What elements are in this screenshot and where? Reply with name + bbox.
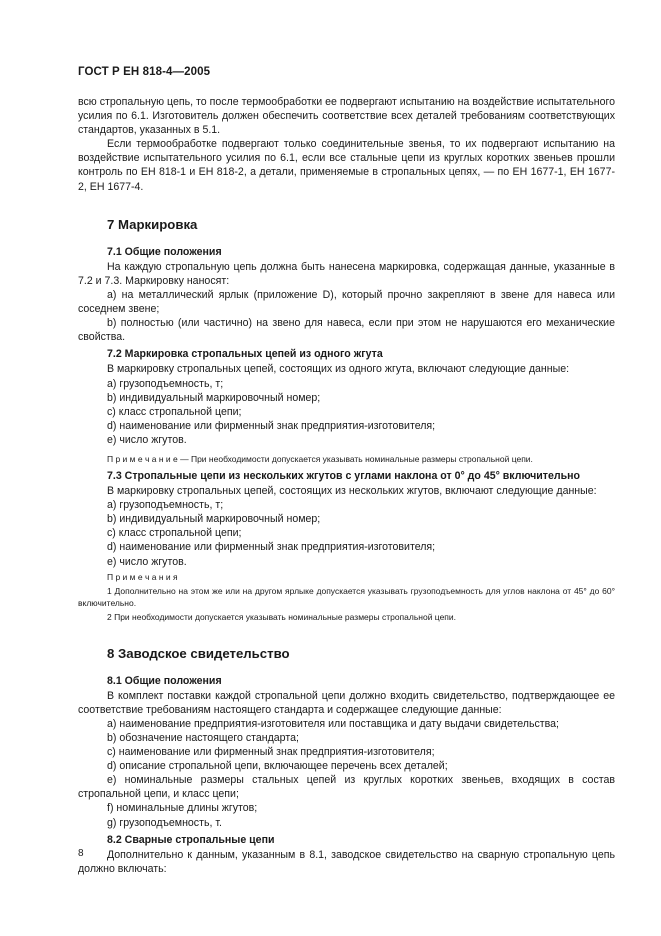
- section-8-1-title: 8.1 Общие положения: [107, 674, 222, 687]
- list-item: f) номинальные длины жгутов;: [107, 802, 258, 815]
- section-8-2-text: Дополнительно к данным, указанным в 8.1, заводское свидетельство на сварную стропальную цепь должно включать:: [78, 848, 615, 875]
- note-item: 2 При необходимости допускается указывать номинальные размеры стропальной цепи.: [107, 611, 457, 622]
- list-item: g) грузоподъемность, т.: [107, 816, 222, 829]
- section-8-2-title: 8.2 Сварные стропальные цепи: [107, 833, 275, 846]
- notes-label: П р и м е ч а н и я: [107, 571, 178, 582]
- intro-paragraph-2: Если термообработке подвергают только соединительные звенья, то их подвергают испытанию на воздействие испытательного усилия по 6.1, если все стальные цепи из круглых коротких звеньев прошли контроль по ЕН 818-1 и ЕН 818-2, а детали, применяемые в стропальных цепях, — по ЕН 1677-1, ЕН 1677-2, ЕН 1677-4.: [78, 138, 615, 193]
- document-body: [78, 95, 615, 876]
- section-7-3-text: В маркировку стропальных цепей, состоящих из нескольких жгутов, включают следующие данные:: [107, 485, 597, 498]
- section-7-1-title: 7.1 Общие положения: [107, 245, 222, 258]
- intro-paragraph-1: всю стропальную цепь, то после термообработки ее подвергают испытанию на воздействие испытательного усилия по 6.1. Изготовитель должен обеспечить соответствие всех деталей требованиям соответствующих стандартов, указанных в 5.1.: [78, 96, 615, 137]
- list-item: b) обозначение настоящего стандарта;: [107, 732, 299, 744]
- list-item: a) грузоподъемность, т;: [107, 377, 224, 390]
- document-header: ГОСТ Р ЕН 818-4—2005: [78, 66, 211, 78]
- list-item: a) грузоподъемность, т;: [107, 499, 224, 512]
- section-7-1-text: На каждую стропальную цепь должна быть нанесена маркировка, содержащая данные, указанные в 7.2 и 7.3. Маркировку наносят:: [78, 260, 615, 287]
- list-item: b) индивидуальный маркировочный номер;: [107, 391, 321, 404]
- section-7-2-title: 7.2 Маркировка стропальных цепей из одного жгута: [107, 348, 383, 361]
- section-8-1-text: В комплект поставки каждой стропальной цепи должно входить свидетельство, подтверждающее ее соответствие требованиям настоящего стандарта и содержащее следующие данные:: [78, 689, 615, 716]
- note-7-2: [78, 453, 615, 465]
- list-item: d) наименование или фирменный знак предприятия-изготовителя;: [107, 541, 436, 554]
- note-item: 1 Дополнительно на этом же или на другом ярлыке допускается указывать грузоподъемность для углов наклона от 45° до 60° включительно.: [78, 585, 615, 608]
- section-7-3-title: 7.3 Стропальные цепи из нескольких жгутов с углами наклона от 0° до 45° включительно: [107, 469, 580, 482]
- note-text: При необходимости допускается указывать номинальные размеры стропальной цепи.: [188, 453, 533, 464]
- section-8-title: 8 Заводское свидетельство: [107, 645, 290, 661]
- list-item: b) индивидуальный маркировочный номер;: [107, 513, 321, 526]
- list-item: d) наименование или фирменный знак предприятия-изготовителя;: [107, 419, 436, 432]
- section-7-2-text: В маркировку стропальных цепей, состоящих из одного жгута, включают следующие данные:: [107, 363, 570, 376]
- list-item: a) на металлический ярлык (приложение D), который прочно закрепляют в звене для навеса или соседнем звене;: [78, 288, 615, 316]
- list-item: e) число жгутов.: [107, 433, 187, 446]
- note-label: П р и м е ч а н и е —: [107, 453, 189, 464]
- list-item: e) число жгутов.: [107, 555, 187, 568]
- list-item: c) наименование или фирменный знак предприятия-изготовителя;: [107, 746, 435, 759]
- list-item: d) описание стропальной цепи, включающее перечень всех деталей;: [107, 760, 448, 773]
- page-number: 8: [78, 848, 84, 859]
- list-item: c) класс стропальной цепи;: [107, 405, 242, 418]
- list-item: b) полностью (или частично) на звено для навеса, если при этом не нарушаются его механические свойства.: [78, 317, 615, 344]
- section-7-title: 7 Маркировка: [107, 216, 198, 232]
- list-item: a) наименование предприятия-изготовителя или поставщика и дату выдачи свидетельства;: [107, 717, 559, 730]
- list-item: c) класс стропальной цепи;: [107, 527, 242, 540]
- list-item: e) номинальные размеры стальных цепей из круглых коротких звеньев, входящих в состав стропальной цепи, и класс цепи;: [78, 774, 615, 801]
